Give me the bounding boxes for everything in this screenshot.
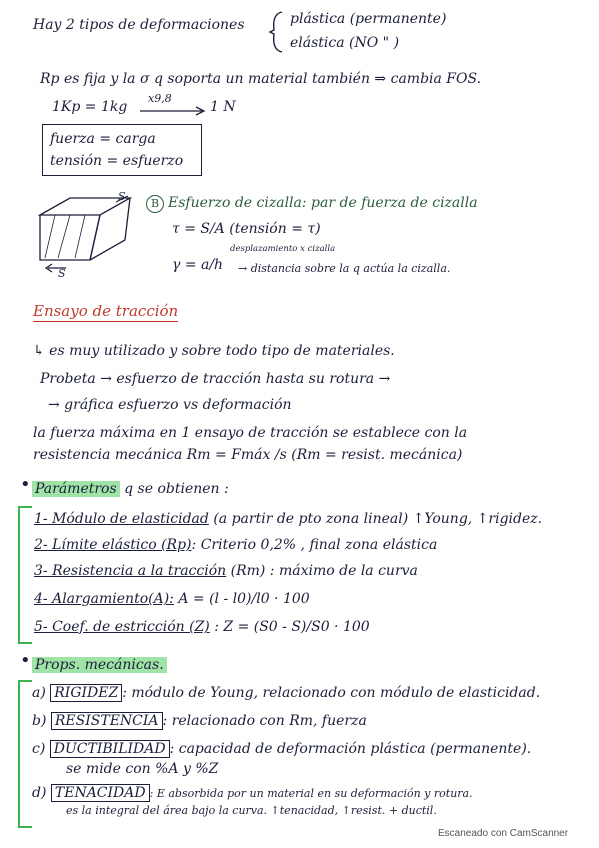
prop-a	[32, 684, 540, 702]
parameters-title	[32, 480, 229, 498]
param-1-desc: (a partir de pto zona lineal) ↑Young, ↑rigidez.	[213, 511, 543, 527]
section-heading	[33, 302, 178, 320]
traction-probeta: Probeta → esfuerzo de tracción hasta su rotura →	[40, 371, 391, 387]
param-2-name: 2- Límite elástico (Rp)	[34, 537, 192, 553]
intro-deformation-types: Hay 2 tipos de deformaciones	[33, 17, 245, 33]
arrow-icon	[138, 106, 208, 116]
prop-b-letter: b)	[32, 713, 47, 729]
prop-d-letter: d)	[32, 785, 47, 801]
prop-c-name: DUCTIBILIDAD	[50, 740, 170, 758]
param-5	[34, 618, 370, 636]
param-4	[34, 590, 310, 608]
bullet-icon: •	[20, 650, 31, 671]
parameters-label: Parámetros	[32, 481, 120, 497]
parameters-bracket	[18, 506, 32, 644]
prop-c-desc: : capacidad de deformación plástica (permanente).	[169, 741, 532, 757]
heading-text: Ensayo de tracción	[33, 302, 179, 320]
newton-result: 1 N	[210, 99, 236, 115]
shear-title	[146, 194, 478, 213]
props-label: Props. mecánicas.	[32, 657, 167, 673]
shear-displacement-note: desplazamiento x cizalla	[230, 244, 336, 254]
tension-esfuerzo: tensión = esfuerzo	[50, 153, 184, 169]
fuerza-carga: fuerza = carga	[50, 131, 156, 147]
shear-formula-tau: τ = S/A (tensión = τ)	[172, 221, 321, 237]
bullet-icon: •	[20, 474, 31, 495]
prop-d-name: TENACIDAD	[51, 784, 150, 802]
shear-distance-note: → distancia sobre la q actúa la cizalla.	[238, 262, 451, 275]
param-3	[34, 562, 418, 580]
prop-c-measure: se mide con %A y %Z	[66, 761, 219, 777]
prop-a-desc: : módulo de Young, relacionado con módulo de elasticidad.	[122, 685, 541, 701]
prop-d	[32, 784, 473, 802]
shear-force-label-bottom: S	[58, 267, 66, 280]
parameters-suffix: q se obtienen :	[124, 481, 229, 497]
plastic-deformation: plástica (permanente)	[290, 11, 447, 27]
param-1-name: 1- Módulo de elasticidad	[34, 511, 209, 527]
elastic-deformation: elástica (NO " )	[290, 35, 400, 51]
kp-equals-kg: 1Kp = 1kg	[52, 99, 128, 115]
prop-a-name: RIGIDEZ	[50, 684, 122, 702]
param-3-desc: (Rm) : máximo de la curva	[230, 563, 418, 579]
mechanical-resistance-note: resistencia mecánica Rm = Fmáx /s (Rm = resist. mecánica)	[33, 447, 463, 463]
param-4-formula: A = (l - l0)/l0 · 100	[178, 591, 310, 607]
prop-a-letter: a)	[32, 685, 46, 701]
props-bracket	[18, 680, 32, 828]
traction-usage: ↳ es muy utilizado y sobre todo tipo de materiales.	[33, 343, 395, 359]
multiply-factor: x9,8	[148, 92, 172, 105]
max-force-note: la fuerza máxima en 1 ensayo de tracción se establece con la	[33, 425, 468, 441]
traction-graph: → gráfica esfuerzo vs deformación	[48, 397, 292, 413]
prop-c	[32, 740, 531, 758]
props-title	[32, 656, 167, 674]
param-2-desc: : Criterio 0,2% , final zona elástica	[191, 537, 438, 553]
param-4-name: 4- Alargamiento(A):	[34, 591, 174, 607]
scanner-watermark: Escaneado con CamScanner	[438, 828, 569, 839]
prop-d-detail: es la integral del área bajo la curva. ↑tenacidad, ↑resist. + ductil.	[66, 804, 437, 817]
param-2	[34, 536, 437, 554]
prop-b	[32, 712, 367, 730]
brace-icon	[268, 10, 284, 54]
param-5-name: 5- Coef. de estricción (Z)	[34, 619, 210, 635]
param-1	[34, 510, 542, 528]
param-3-name: 3- Resistencia a la tracción	[34, 563, 227, 579]
shear-title-text: Esfuerzo de cizalla: par de fuerza de cizalla	[168, 195, 478, 211]
prop-d-desc: : E absorbida por un material en su deformación y rotura.	[149, 787, 473, 800]
section-b-badge: B	[146, 195, 164, 213]
shear-formula-gamma: γ = a/h	[172, 257, 224, 273]
prop-b-name: RESISTENCIA	[51, 712, 163, 730]
param-5-formula: : Z = (S0 - S)/S0 · 100	[214, 619, 370, 635]
prop-b-desc: : relacionado con Rm, fuerza	[162, 713, 367, 729]
prop-c-letter: c)	[32, 741, 46, 757]
rp-note: Rp es fija y la σ q soporta un material también ⇒ cambia FOS.	[40, 71, 482, 87]
shear-force-label-top: S	[118, 190, 126, 203]
